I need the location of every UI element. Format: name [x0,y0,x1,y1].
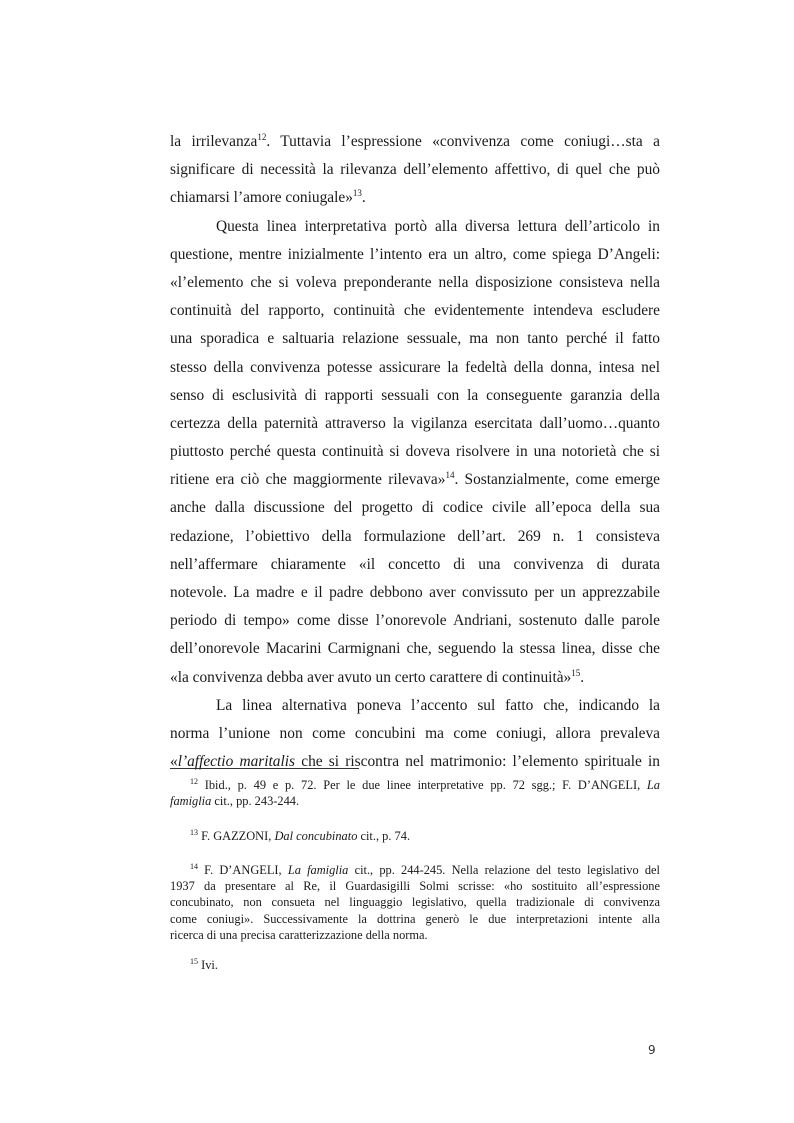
page-number: 9 [648,1043,656,1057]
body-line: questione, mentre inizialmente l’intento era un altro, come spiega D’Angeli: [170,245,660,263]
body-line: periodo di tempo» come disse l’onorevole Andriani, sostenuto dalle parole [170,612,660,630]
body-line: redazione, l’obiettivo della formulazione dell’art. 269 n. 1 consisteva [170,527,660,545]
body-line: significare di necessità la rilevanza dell’elemento affettivo, di quel che può [170,161,660,179]
body-line: norma l’unione non come concubini ma come coniugi, allora prevaleva [170,724,660,742]
body-line: una sporadica e saltuaria relazione sessuale, ma non tanto perché il fatto [170,330,660,348]
footnote-15: $^{15}$ Ivi. [190,956,218,972]
footnote-ref-14: 14 [445,470,455,481]
footnote-12: $^{12}$ Ibid., p. 49 e p. 72. Per le due linee interpretative pp. 72 sgg.; F. D’ANGELI, La famiglia cit., pp. 243-244. [170,776,660,809]
body-line: certezza della paternità attraverso la vigilanza esercitata dall’uomo…quanto [170,414,660,432]
body-line: piuttosto perché questa continuità si doveva risolvere in una notorietà che si [170,443,660,461]
footnote-ref-13: 13 [352,188,362,199]
footnote-14: $^{14}$ F. D’ANGELI, La famiglia cit., pp. 244-245. Nella relazione del testo legislativo del 1937 da presentare al Re, il Guardasigilli Solmi scrisse: «ho sostituito all’espressione concubinato, non consueta nel linguaggio legislativo, quella tradizionale di convivenza come coniugi». Successivamente la dottrina generò le due interpretazioni intente alla ricerca di una precisa caratterizzazione della norma. [170,861,660,942]
body-line: «l’elemento che si voleva preponderante nella disposizione consisteva nella [170,273,660,291]
body-line: «l’affectio maritalis che si riscontra nel matrimonio: l’elemento spirituale in [170,753,660,771]
body-text [170,128,660,776]
footnote-separator [170,768,359,769]
body-line: continuità del rapporto, continuità che evidentemente intendeva escludere [170,302,660,320]
body-line: «la convivenza debba aver avuto un certo carattere di continuità»$^{15}$. [170,667,585,686]
body-line: anche dalla discussione del progetto di codice civile all’epoca della sua [170,499,660,517]
body-line: senso di esclusività di rapporti sessuali con la conseguente garanzia della [170,386,660,404]
body-line: dell’onorevole Macarini Carmignani che, seguendo la stessa linea, disse che [170,640,660,658]
body-line: stesso della convivenza potesse assicurare la fedeltà della donna, intesa nel [170,358,660,376]
body-line: la irrilevanza$^{12}$. Tuttavia l’espressione «convivenza come coniugi…sta a [170,131,660,150]
body-line: chiamarsi l’amore coniugale»$^{13}$. [170,188,366,207]
footnote-ref-12: 12 [257,131,267,142]
body-line: notevole. La madre e il padre debbono aver convissuto per un apprezzabile [170,584,660,601]
body-line: La linea alternativa poneva l’accento sul fatto che, indicando la [216,696,660,714]
footnote-13: $^{13}$ F. GAZZONI, Dal concubinato cit., p. 74. [190,827,411,843]
body-line: nell’affermare chiaramente «il concetto di una convivenza di durata [170,555,660,573]
body-line: Questa linea interpretativa portò alla diversa lettura dell’articolo in [216,217,660,235]
body-line: ritiene era ciò che maggiormente rilevava»$^{14}$. Sostanzialmente, come emerge [170,470,660,489]
footnote-ref-15: 15 [571,667,581,678]
